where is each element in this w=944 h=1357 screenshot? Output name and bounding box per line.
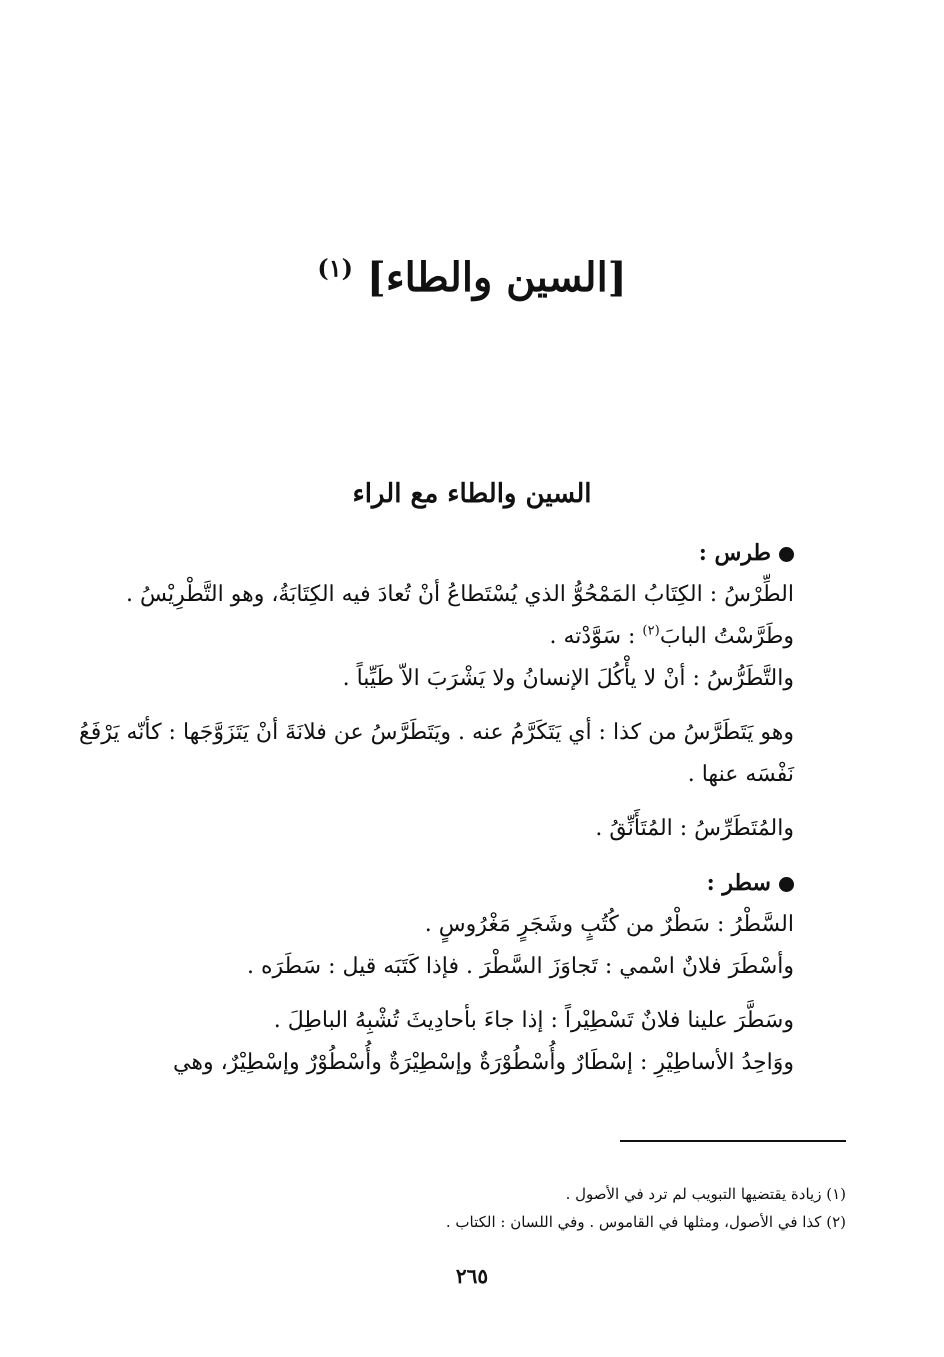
footnote-ref: (٢) bbox=[642, 623, 660, 639]
chapter-title-text: [السين والطاء] bbox=[366, 254, 627, 301]
entry-line: وأسْطَرَ فلانٌ اسْمي : تَجاوَزَ السَّطْرَ . فإذا كَتَبَه قيل : سَطَرَه . bbox=[246, 954, 794, 979]
entry-line: وهو يَتَطَرَّسُ من كذا : أي يَتَكَرَّمُ عنه . ويَتَطَرَّسُ عن فلانَةَ أنْ يَتَزَوَّجَها : كأنّه يَرْفَعُ نَفْسَه عنها . bbox=[78, 720, 794, 787]
chapter-title bbox=[0, 248, 944, 308]
entry-heading-tars bbox=[74, 532, 794, 574]
entry-line bbox=[74, 616, 794, 658]
entries-body bbox=[74, 532, 794, 1084]
entry-line: السَّطْرُ : سَطْرٌ من كُتُبٍ وشَجَرٍ مَغْرُوسٍ . bbox=[424, 912, 794, 937]
entry-line: والمُتَطَرِّسُ : المُتَأَنِّقُ . bbox=[595, 816, 794, 841]
entry-heading-label: سطر : bbox=[706, 870, 771, 896]
entry-heading-satr bbox=[74, 862, 794, 904]
page-number: ٢٦٥ bbox=[455, 1264, 489, 1288]
entry-line: وسَطَّرَ علينا فلانٌ تَسْطِيْراً : إذا جاءَ بأحادِيثَ تُشْبِهُ الباطِلَ . bbox=[273, 1008, 794, 1033]
entry-heading-label: طرس : bbox=[698, 540, 771, 566]
bullet-icon bbox=[779, 547, 794, 562]
entry-line-text: وطَرَّسْتُ البابَ bbox=[659, 624, 794, 649]
bullet-icon bbox=[779, 877, 794, 892]
entry-line: ووَاحِدُ الأساطِيْرِ : إسْطَارٌ وأُسْطُوْرَةٌ وإسْطِيْرَةٌ وأُسْطُوْرٌ وإسْطِيْرٌ، وهي bbox=[173, 1050, 794, 1075]
entry-line: الطِّرْسُ : الكِتَابُ المَمْحُوُّ الذي يُسْتَطاعُ أنْ تُعادَ فيه الكِتَابَةُ، وهو التَّطْرِيْسُ . bbox=[125, 582, 794, 607]
footnotes bbox=[246, 1180, 846, 1236]
section-title: السين والطاء مع الراء bbox=[352, 479, 592, 509]
chapter-footnote-ref: (١) bbox=[317, 253, 353, 283]
entry-line-text: : سَوَّدْته . bbox=[549, 624, 636, 649]
footnote-divider bbox=[620, 1140, 846, 1142]
footnote-1: (١) زيادة يقتضيها التبويب لم ترد في الأصول . bbox=[565, 1185, 846, 1203]
entry-line: والتَّطَرُّسُ : أنْ لا يأْكُلَ الإنسانُ ولا يَشْرَبَ الاّ طَيِّباً . bbox=[342, 666, 794, 691]
footnote-2: (٢) كذا في الأصول، ومثلها في القاموس . وفي اللسان : الكتاب . bbox=[445, 1213, 846, 1231]
